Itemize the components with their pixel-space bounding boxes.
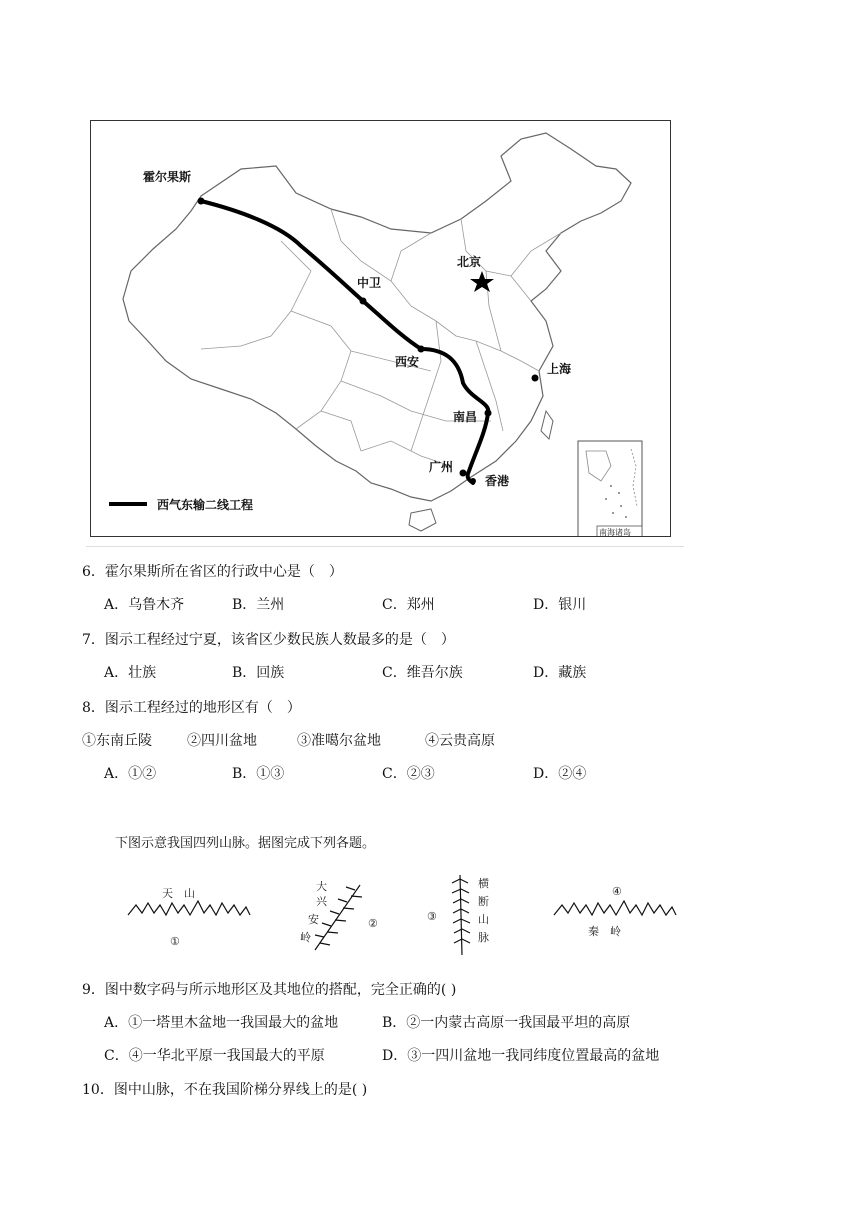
label-xian: 西安 xyxy=(395,355,420,369)
q6-stem: 6．霍尔果斯所在省区的行政中心是（ ） xyxy=(82,564,343,580)
q7-option-a[interactable]: A．壮族 xyxy=(104,665,157,681)
mountain-intro: 下图示意我国四列山脉。据图完成下列各题。 xyxy=(115,836,376,851)
hongkong-dot xyxy=(470,478,476,484)
label-shanghai: 上海 xyxy=(547,362,572,376)
huoerguosi-dot xyxy=(198,198,205,205)
pipeline-route xyxy=(201,201,488,483)
map-svg xyxy=(91,121,671,537)
province-borders xyxy=(201,209,561,466)
inset-label: 南海诸岛 xyxy=(599,528,631,537)
q9-stem: 9．图中数字码与所示地形区及其地位的搭配，完全正确的( ) xyxy=(82,982,457,998)
q8-stem: 8．图示工程经过的地形区有（ ） xyxy=(82,700,301,716)
q9-option-a[interactable]: A．①一塔里木盆地一我国最大的盆地 xyxy=(104,1015,339,1031)
legend-label: 西气东输二线工程 xyxy=(157,498,254,512)
q7-option-d[interactable]: D．藏族 xyxy=(533,665,587,681)
q8-item-2: ②四川盆地 xyxy=(187,733,257,749)
divider xyxy=(86,546,684,547)
south-china-sea-inset xyxy=(578,441,642,537)
q8-option-b[interactable]: B．①③ xyxy=(232,766,285,782)
q7-stem: 7．图示工程经过宁夏，该省区少数民族人数最多的是（ ） xyxy=(82,632,455,648)
m4-number: ④ xyxy=(612,885,622,898)
m2-label-4: 岭 xyxy=(300,931,311,944)
q8-option-d[interactable]: D．②④ xyxy=(533,766,587,782)
q9-option-d[interactable]: D．③一四川盆地一我同纬度位置最高的盆地 xyxy=(382,1048,660,1064)
q7-option-c[interactable]: C．维吾尔族 xyxy=(382,665,463,681)
q6-option-d[interactable]: D．银川 xyxy=(533,597,587,613)
q9-option-c[interactable]: C．④一华北平原一我国最大的平原 xyxy=(104,1048,325,1064)
label-hongkong: 香港 xyxy=(485,474,510,488)
label-nanchang: 南昌 xyxy=(453,410,478,424)
m3-label-1: 横 xyxy=(478,877,489,890)
china-map xyxy=(90,120,671,537)
hengduan-mountain xyxy=(452,875,470,955)
guangzhou-dot xyxy=(460,470,467,477)
qinling-mountain xyxy=(554,901,676,915)
label-guangzhou: 广州 xyxy=(429,460,454,474)
m1-label: 天 山 xyxy=(162,887,195,900)
beijing-star-icon xyxy=(470,271,494,292)
hainan-island xyxy=(409,509,436,531)
m3-label-4: 脉 xyxy=(478,931,489,944)
xian-dot xyxy=(418,346,425,353)
m3-number: ③ xyxy=(427,910,437,923)
label-huoerguosi: 霍尔果斯 xyxy=(143,170,192,184)
shanghai-dot xyxy=(532,375,539,382)
q6-option-b[interactable]: B．兰州 xyxy=(232,597,285,613)
q7-option-b[interactable]: B．回族 xyxy=(232,665,285,681)
q6-option-c[interactable]: C．郑州 xyxy=(382,597,435,613)
m1-number: ① xyxy=(170,935,180,948)
q6-option-a[interactable]: A．乌鲁木齐 xyxy=(104,597,185,613)
q10-stem: 10．图中山脉，不在我国阶梯分界线上的是( ) xyxy=(82,1082,368,1098)
q8-item-4: ④云贵高原 xyxy=(425,733,495,749)
taiwan-island xyxy=(541,411,553,439)
tianshan-mountain xyxy=(128,901,250,915)
q8-item-1: ①东南丘陵 xyxy=(82,733,152,749)
m3-label-2: 断 xyxy=(478,895,489,908)
m2-label-1: 大 xyxy=(316,880,327,893)
m2-label-2: 兴 xyxy=(316,895,327,908)
zhongwei-dot xyxy=(360,298,367,305)
label-zhongwei: 中卫 xyxy=(357,276,382,290)
m2-number: ② xyxy=(368,917,378,930)
q9-option-b[interactable]: B．②一内蒙古高原一我国最平坦的高原 xyxy=(382,1015,631,1031)
q8-option-a[interactable]: A．①② xyxy=(104,766,157,782)
m4-label: 秦 岭 xyxy=(588,925,621,938)
mountain-figure xyxy=(110,865,690,960)
m2-label-3: 安 xyxy=(308,913,319,926)
q8-item-3: ③准噶尔盆地 xyxy=(297,733,381,749)
label-beijing: 北京 xyxy=(457,255,482,269)
m3-label-3: 山 xyxy=(478,913,489,926)
q8-option-c[interactable]: C．②③ xyxy=(382,766,435,782)
nanchang-dot xyxy=(485,410,492,417)
